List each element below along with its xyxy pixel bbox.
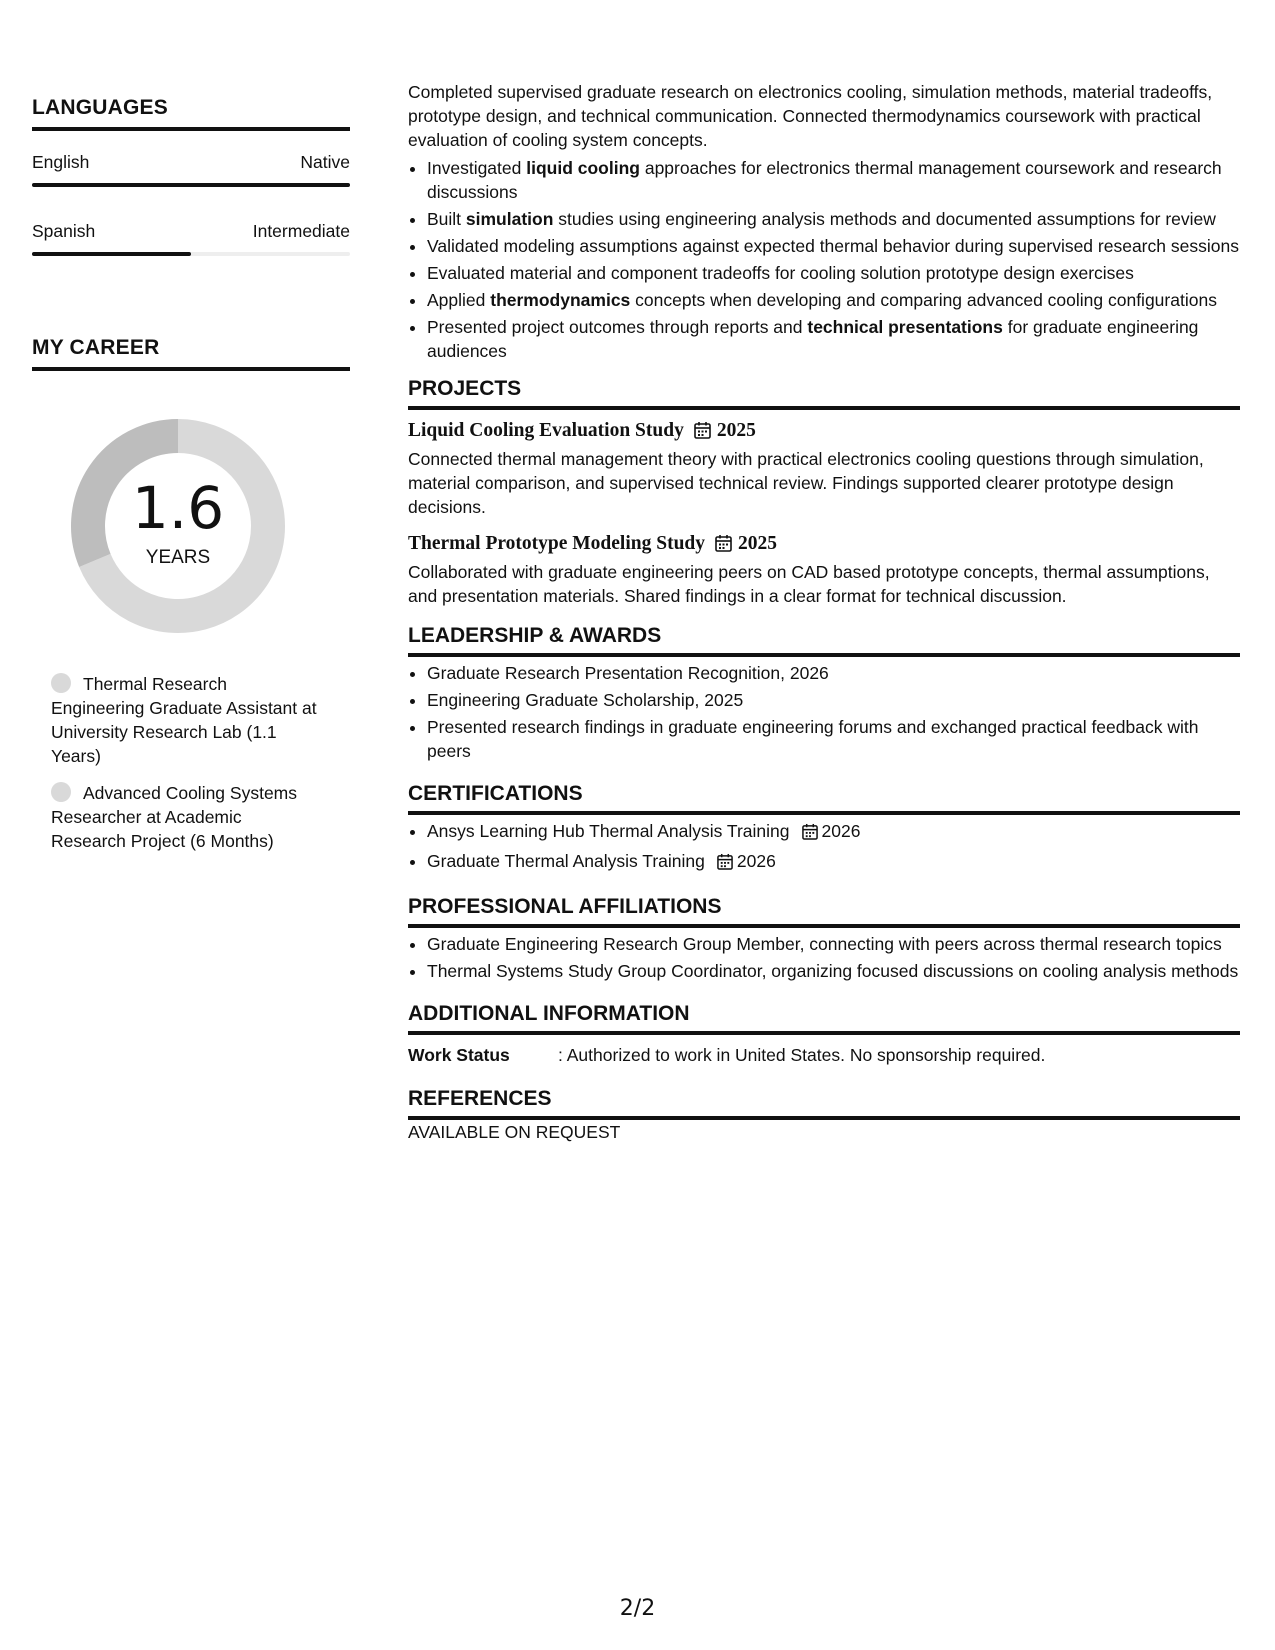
project-header (408, 418, 1240, 447)
career-legend-item (51, 781, 319, 853)
list-item: • Thermal Systems Study Group Coordinator, organizing focused discussions on cooling analysis methods (427, 959, 1240, 983)
list-item: • Presented project outcomes through reports and technical presentations for graduate engineering audiences (427, 315, 1240, 363)
language-bar-fill (32, 252, 191, 256)
language-level: Native (300, 152, 350, 172)
list-item: • Engineering Graduate Scholarship, 2025 (427, 688, 1240, 712)
affiliations-list (408, 932, 1240, 983)
experience-bullets (408, 156, 1240, 363)
languages-title: LANGUAGES (32, 96, 350, 131)
list-item: • Graduate Engineering Research Group Member, connecting with peers across thermal research topics (427, 932, 1240, 956)
list-item: • Built simulation studies using engineering analysis methods and documented assumptions for review (427, 207, 1240, 231)
project-description: Connected thermal management theory with practical electronics cooling questions through simulation, material comparison, and supervised technical review. Findings supported clearer prototype design decisions. (408, 449, 1204, 517)
work-status-value: : Authorized to work in United States. No sponsorship required. (558, 1045, 1046, 1065)
language-bar (32, 252, 350, 256)
certification-year: 2026 (736, 851, 776, 871)
project-year: 2025 (738, 533, 778, 554)
career-role: Thermal Research Engineering Graduate Assistant at University Research Lab (1.1 Years) (51, 674, 317, 766)
leadership-list (408, 661, 1240, 763)
certifications-title: CERTIFICATIONS (408, 782, 1240, 815)
language-name: Spanish (32, 221, 96, 241)
legend-dot (51, 782, 71, 802)
list-item (427, 819, 1240, 846)
project-year: 2025 (716, 420, 756, 441)
certification-name: Ansys Learning Hub Thermal Analysis Training (427, 821, 790, 841)
page-indicator: 2/2 (619, 1596, 656, 1621)
list-item: • Validated modeling assumptions against expected thermal behavior during supervised research sessions (427, 234, 1240, 258)
project-description: Collaborated with graduate engineering peers on CAD based prototype concepts, thermal assumptions, and presentation materials. Shared findings in a clear format for technical discussion. (408, 562, 1210, 606)
work-status-label: Work Status (408, 1045, 510, 1065)
language-bar-fill (32, 183, 350, 187)
experience-summary: Completed supervised graduate research on electronics cooling, simulation methods, material tradeoffs, prototype design, and technical communication. Connected thermodynamics coursework with practical evaluation of cooling system concepts. (408, 82, 1213, 150)
career-legend-item (51, 672, 319, 768)
references-title: REFERENCES (408, 1087, 1240, 1120)
career-total-years: 1.6 (131, 474, 225, 542)
language-name: English (32, 152, 90, 172)
list-item: • Evaluated material and component tradeoffs for cooling solution prototype design exercises (427, 261, 1240, 285)
calendar-icon (715, 534, 732, 560)
legend-dot (51, 673, 71, 693)
career-donut-chart (66, 414, 290, 638)
certification-year: 2026 (821, 821, 861, 841)
main-content (408, 80, 1240, 1144)
career-years-unit: YEARS (145, 547, 211, 568)
calendar-icon (694, 421, 711, 447)
certification-name: Graduate Thermal Analysis Training (427, 851, 705, 871)
career-role: Advanced Cooling Systems Researcher at Academic Research Project (6 Months) (51, 783, 297, 851)
projects-title: PROJECTS (408, 377, 1240, 410)
calendar-icon (802, 822, 818, 846)
affiliations-title: PROFESSIONAL AFFILIATIONS (408, 895, 1240, 928)
project-header (408, 531, 1240, 560)
work-status-row (408, 1043, 1240, 1067)
additional-info-title: ADDITIONAL INFORMATION (408, 1002, 1240, 1035)
project-name: Thermal Prototype Modeling Study (408, 533, 706, 554)
calendar-icon (717, 852, 733, 876)
language-bar (32, 183, 350, 187)
list-item (427, 849, 1240, 876)
career-legend (51, 672, 319, 866)
list-item: • Graduate Research Presentation Recognition, 2026 (427, 661, 1240, 685)
certifications-list (408, 819, 1240, 876)
list-item: • Presented research findings in graduate engineering forums and exchanged practical feedback with peers (427, 715, 1240, 763)
list-item: • Investigated liquid cooling approaches for electronics thermal management coursework and research discussions (427, 156, 1240, 204)
leadership-title: LEADERSHIP & AWARDS (408, 624, 1240, 657)
list-item: • Applied thermodynamics concepts when developing and comparing advanced cooling configurations (427, 288, 1240, 312)
career-title: MY CAREER (32, 336, 350, 371)
references-text: AVAILABLE ON REQUEST (408, 1122, 621, 1142)
language-level: Intermediate (252, 221, 350, 241)
project-name: Liquid Cooling Evaluation Study (408, 420, 684, 441)
